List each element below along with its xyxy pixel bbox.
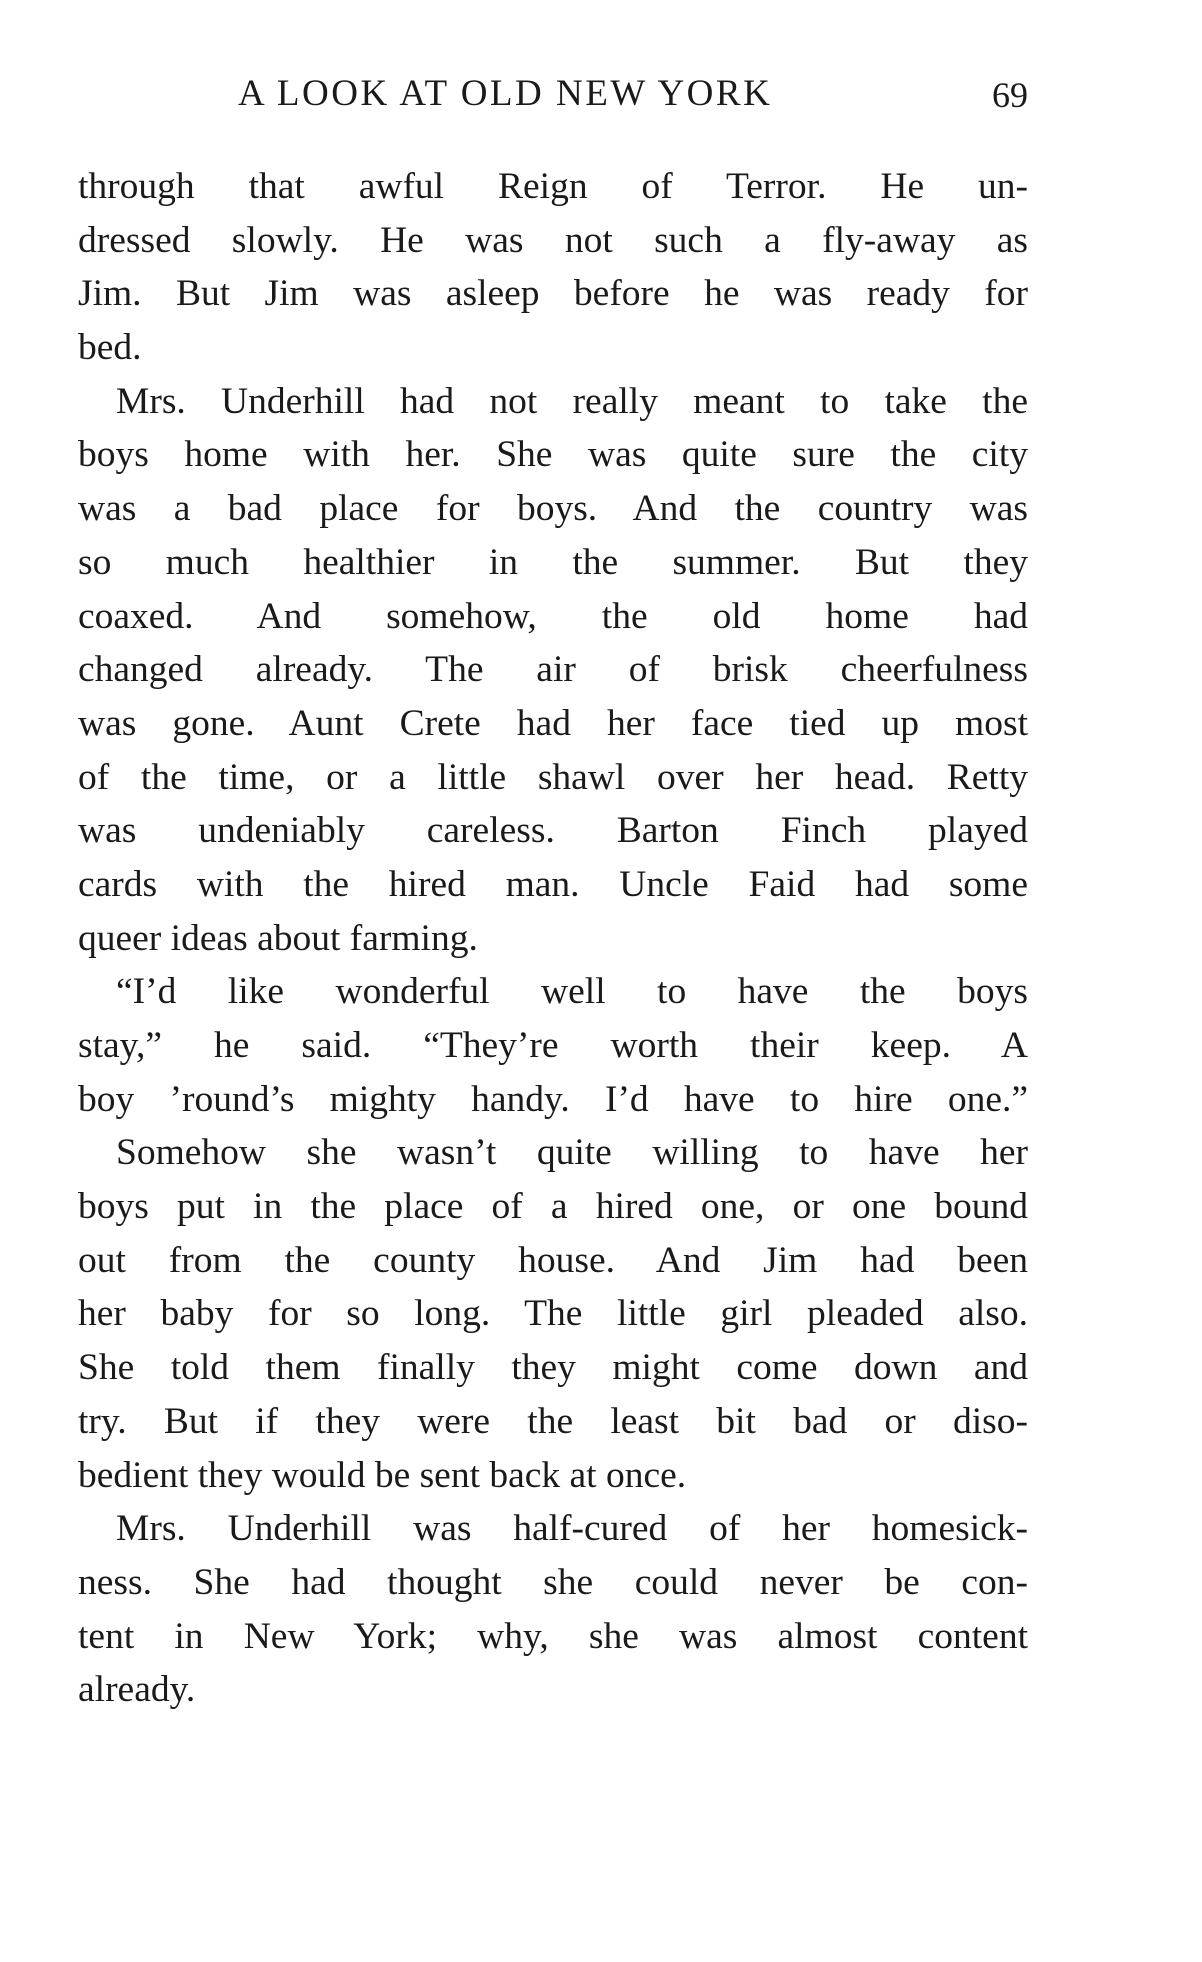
text-line: bed. xyxy=(78,327,142,369)
text-line: queer ideas about farming. xyxy=(78,917,478,959)
text-line: “I’d like wonderful well to have the boys xyxy=(116,971,1028,1013)
text-line: Mrs. Underhill was half-cured of her homesick- xyxy=(116,1508,1028,1550)
text-line: bedient they would be sent back at once. xyxy=(78,1454,687,1496)
running-head xyxy=(78,72,1028,122)
text-line: cards with the hired man. Uncle Faid had some xyxy=(78,863,1028,905)
text-line: boy ’round’s mighty handy. I’d have to hire one.” xyxy=(78,1078,1028,1120)
text-line: was a bad place for boys. And the country was xyxy=(78,488,1028,530)
text-line: was undeniably careless. Barton Finch played xyxy=(78,810,1028,852)
text-line: She told them finally they might come down and xyxy=(78,1347,1028,1389)
text-line: boys put in the place of a hired one, or one bound xyxy=(78,1186,1028,1228)
text-line: tent in New York; why, she was almost content xyxy=(78,1615,1028,1657)
text-line: try. But if they were the least bit bad or diso- xyxy=(78,1400,1028,1442)
text-line: boys home with her. She was quite sure the city xyxy=(78,434,1028,476)
text-line: stay,” he said. “They’re worth their keep. A xyxy=(78,1025,1028,1066)
text-line: through that awful Reign of Terror. He un- xyxy=(78,166,1028,207)
running-title: A LOOK AT OLD NEW YORK xyxy=(238,73,773,114)
text-line: so much healthier in the summer. But they xyxy=(78,541,1028,583)
text-line: ness. She had thought she could never be con- xyxy=(78,1561,1028,1603)
text-line: dressed slowly. He was not such a fly-away as xyxy=(78,219,1028,261)
text-line: Jim. But Jim was asleep before he was ready for xyxy=(78,273,1028,315)
page-number: 69 xyxy=(992,75,1028,115)
text-line: Mrs. Underhill had not really meant to take the xyxy=(116,380,1028,422)
text-line: her baby for so long. The little girl pleaded also. xyxy=(78,1293,1028,1335)
text-line: Somehow she wasn’t quite willing to have her xyxy=(116,1132,1028,1174)
text-line: already. xyxy=(78,1669,196,1711)
text-line: coaxed. And somehow, the old home had xyxy=(78,595,1028,637)
text-line: changed already. The air of brisk cheerfulness xyxy=(78,649,1028,691)
text-line: was gone. Aunt Crete had her face tied up most xyxy=(78,702,1028,744)
text-line: out from the county house. And Jim had been xyxy=(78,1239,1028,1281)
body-text xyxy=(78,160,1028,1717)
text-line: of the time, or a little shawl over her head. Retty xyxy=(78,756,1028,798)
